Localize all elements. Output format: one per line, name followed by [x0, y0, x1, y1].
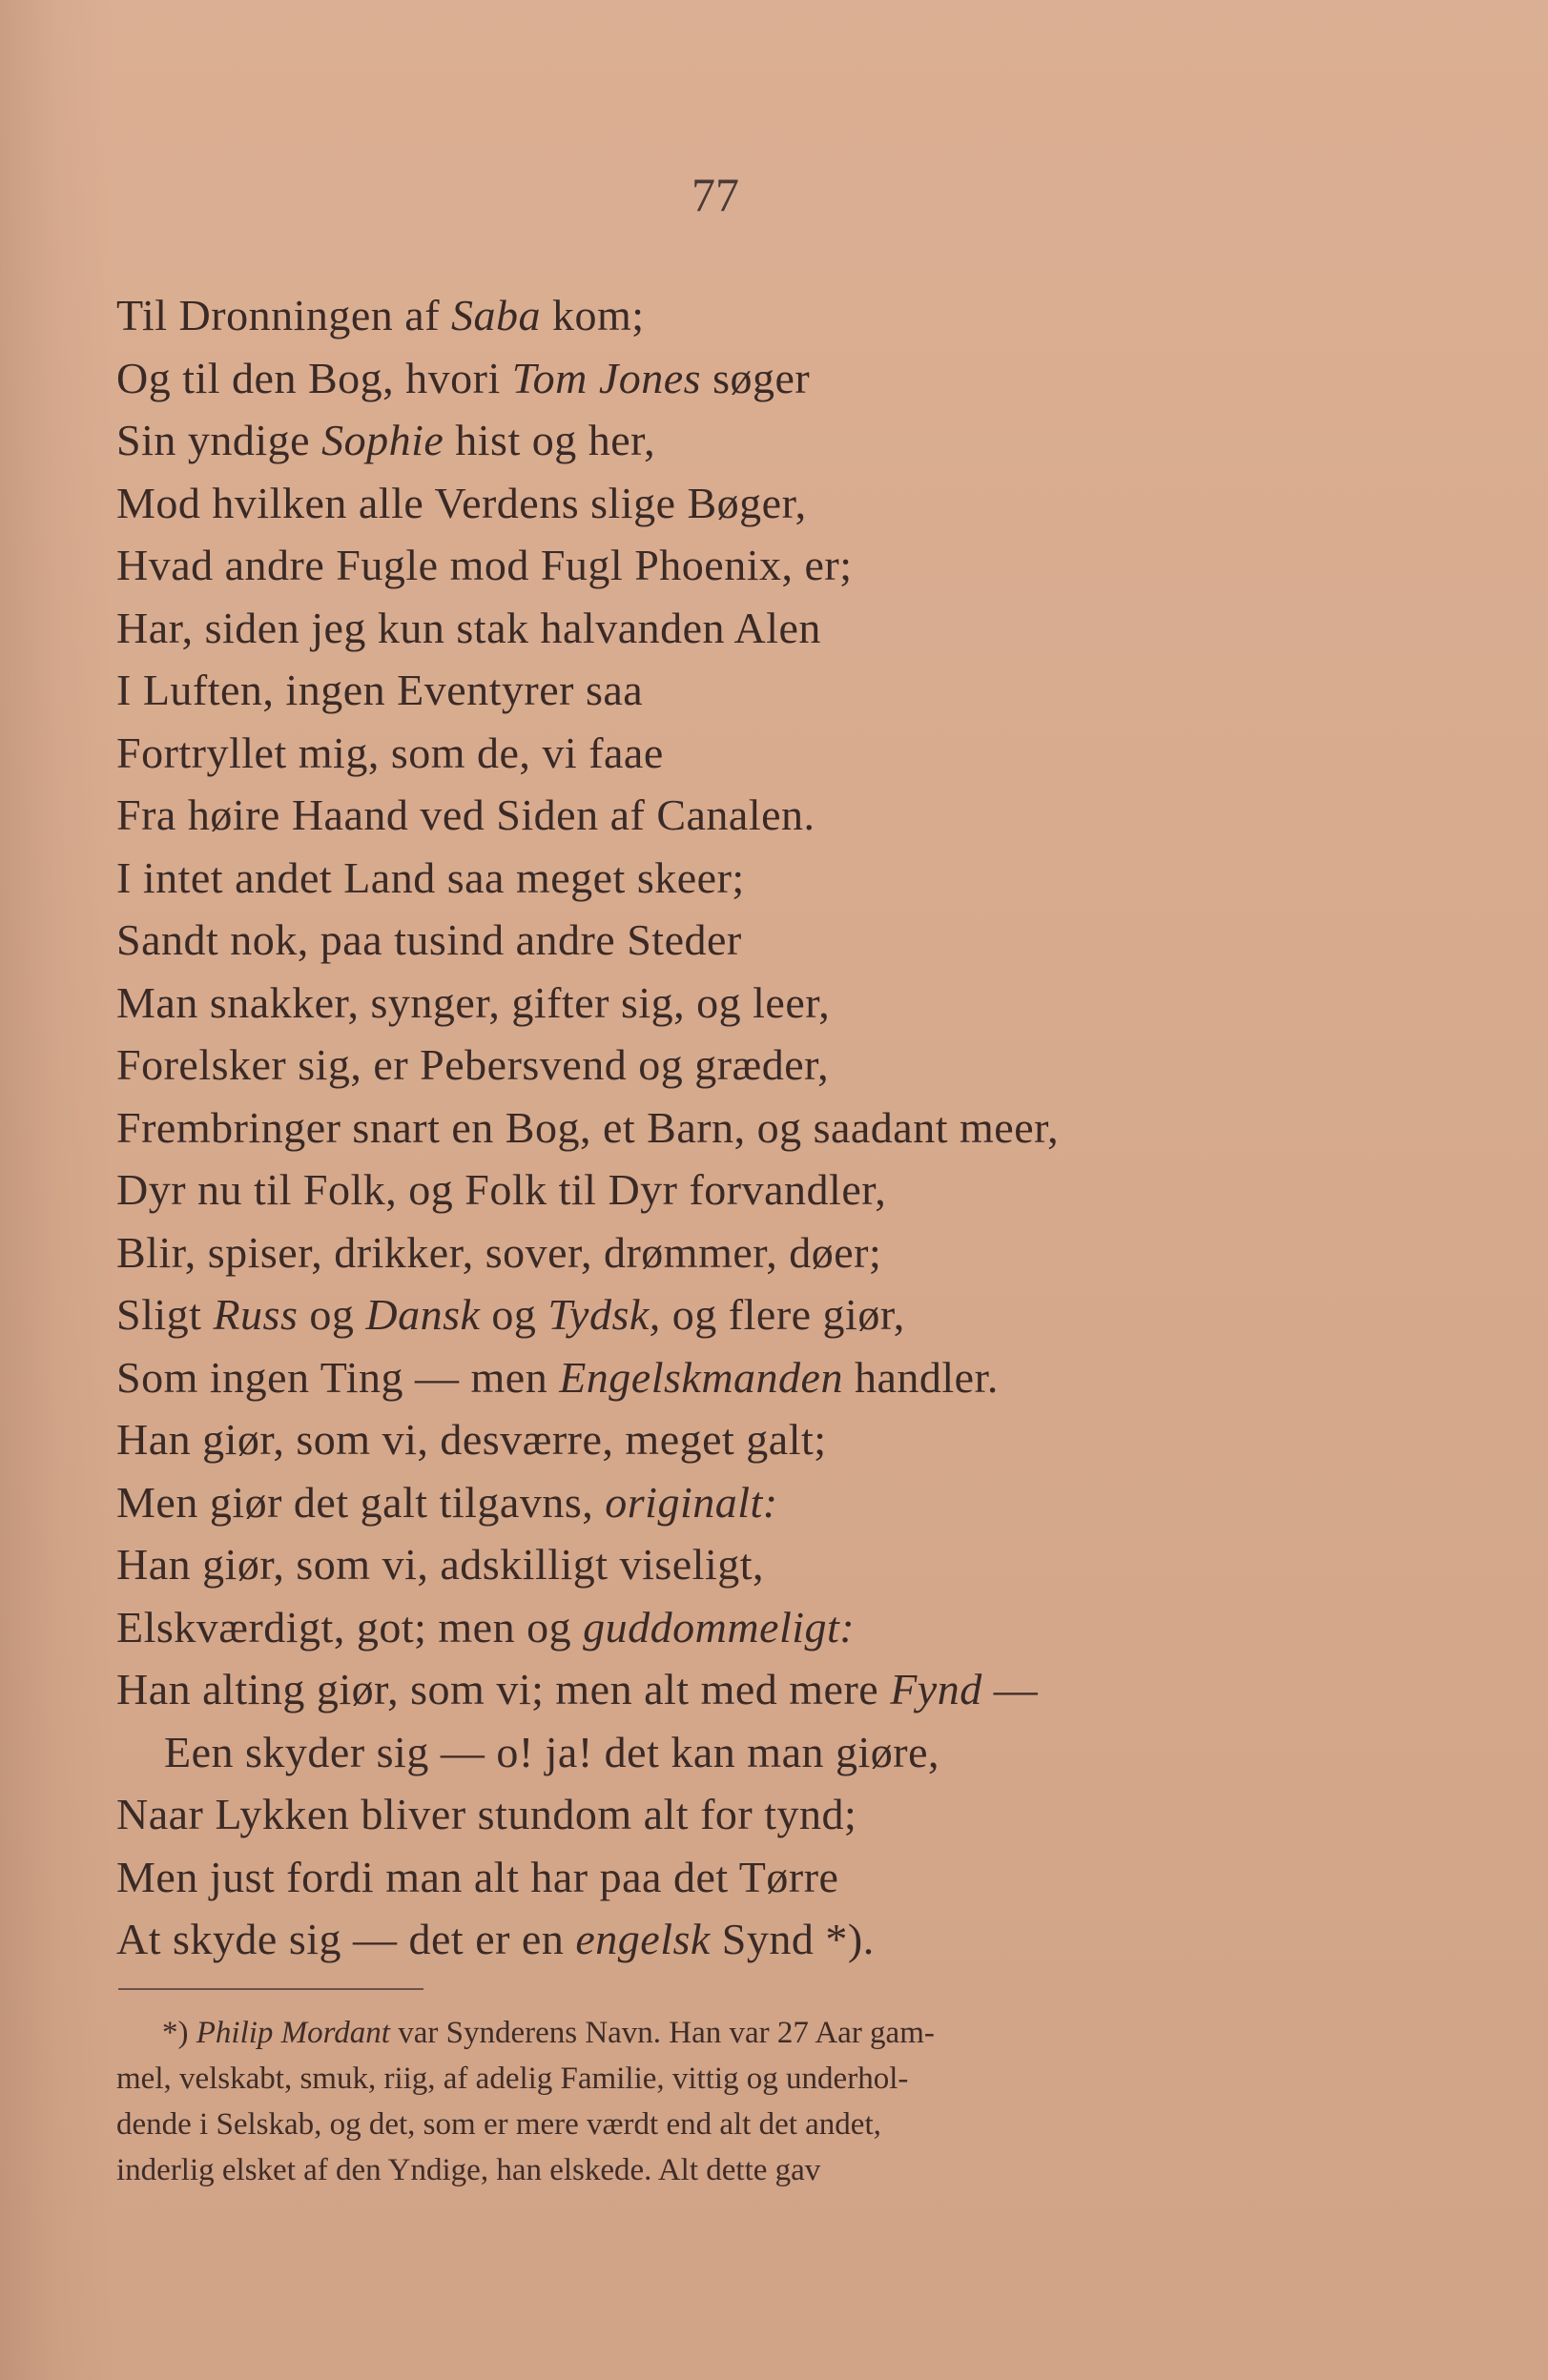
italic-text: Dansk: [365, 1290, 481, 1339]
text-run: Dyr nu til Folk, og Folk til Dyr forvandler,: [116, 1165, 887, 1214]
poem-line: [116, 1159, 1356, 1221]
footnote-line: [116, 2056, 1318, 2102]
text-run: I Luften, ingen Eventyrer saa: [116, 666, 644, 714]
text-run: Han giør, som vi, adskilligt viseligt,: [116, 1540, 765, 1589]
text-run: og flere giør,: [660, 1290, 905, 1339]
text-run: Han alting giør, som vi; men alt med mere: [116, 1665, 891, 1713]
poem-line: [116, 409, 1356, 472]
text-run: Blir, spiser, drikker, sover, drømmer, døer;: [116, 1227, 882, 1277]
poem-line: [116, 1034, 1356, 1097]
footnote-divider: [118, 1988, 423, 1990]
text-run: Frembringer snart en Bog, et Barn, og saadant meer,: [116, 1102, 1060, 1152]
italic-text: Russ: [213, 1290, 299, 1339]
poem-line: [116, 347, 1356, 410]
italic-text: Tom Jones: [511, 353, 702, 402]
text-run: og: [298, 1290, 366, 1339]
italic-text: engelsk: [575, 1915, 711, 1963]
italic-text: Sophie: [321, 416, 444, 464]
text-run: Sin yndige: [116, 416, 322, 464]
poem-line: [116, 472, 1356, 535]
italic-text: Saba: [451, 291, 542, 339]
text-run: Han giør, som vi, desværre, meget galt;: [116, 1415, 827, 1464]
text-run: Men just fordi man alt har paa det Tørre: [116, 1852, 839, 1901]
text-run: Og til den Bog, hvori: [116, 353, 512, 402]
text-run: I intet andet Land saa meget skeer;: [116, 852, 745, 902]
footnote-line: [116, 2147, 1318, 2193]
poem-line: [116, 1721, 1356, 1784]
text-run: Til Dronningen af: [116, 291, 452, 339]
text-run: Har, siden jeg kun stak halvanden Alen: [116, 603, 821, 652]
text-run: Mod hvilken alle Verdens slige Bøger,: [116, 478, 807, 527]
text-run: handler.: [842, 1352, 999, 1402]
footnote: [116, 2010, 1318, 2193]
poem-line: [116, 1908, 1356, 1971]
text-run: Som ingen Ting — men: [116, 1352, 560, 1402]
text-run: Synd *).: [710, 1915, 875, 1963]
poem-text: [116, 284, 1356, 1971]
text-run: dende i Selskab, og det, som er mere værdt end alt det andet,: [116, 2107, 881, 2142]
poem-line: [116, 847, 1356, 910]
poem-line: [116, 1846, 1356, 1909]
text-run: Een skyder sig — o! ja! det kan man giøre,: [164, 1727, 939, 1776]
poem-line: [116, 659, 1356, 722]
text-run: Man snakker, synger, gifter sig, og leer,: [116, 977, 831, 1027]
italic-text: Tydsk,: [547, 1290, 661, 1339]
text-run: var Synderens Navn. Han var 27 Aar gam-: [389, 2016, 935, 2050]
text-run: Fra høire Haand ved Siden af Canalen.: [116, 790, 815, 839]
poem-line: [116, 1097, 1356, 1159]
text-run: inderlig elsket af den Yndige, han elskede. Alt dette gav: [116, 2153, 821, 2187]
text-run: Hvad andre Fugle mod Fugl Phoenix, er;: [116, 541, 853, 589]
text-run: Elskværdigt, got; men og: [116, 1602, 584, 1652]
text-run: —: [981, 1665, 1039, 1713]
italic-text: originalt:: [605, 1477, 778, 1527]
text-run: At skyde sig — det er en: [116, 1915, 576, 1963]
italic-text: guddommeligt:: [583, 1602, 856, 1652]
poem-line: [116, 909, 1356, 972]
poem-line: [116, 1658, 1356, 1721]
poem-line: [116, 1283, 1356, 1346]
poem-line: [116, 1533, 1356, 1596]
page-number: 77: [691, 168, 739, 221]
poem-line: [116, 722, 1356, 785]
poem-line: [116, 1471, 1356, 1534]
text-run: Sligt: [116, 1290, 214, 1339]
poem-line: [116, 1783, 1356, 1846]
footnote-line: [116, 2010, 1318, 2056]
text-run: og: [480, 1290, 548, 1339]
text-run: Men giør det galt tilgavns,: [116, 1477, 606, 1527]
text-run: Forelsker sig, er Pebersvend og græder,: [116, 1040, 830, 1089]
poem-line: [116, 972, 1356, 1035]
poem-line: [116, 1221, 1356, 1284]
poem-line: [116, 784, 1356, 847]
text-run: *): [162, 2016, 196, 2050]
poem-line: [116, 1346, 1356, 1409]
poem-line: [116, 1408, 1356, 1471]
text-run: Naar Lykken bliver stundom alt for tynd;: [116, 1790, 857, 1838]
text-run: hist og her,: [444, 416, 656, 464]
italic-text: Engelskmanden: [559, 1352, 843, 1402]
footnote-line: [116, 2102, 1318, 2147]
italic-text: Philip Mordant: [196, 2016, 390, 2050]
text-run: Fortryllet mig, som de, vi faae: [116, 728, 664, 777]
italic-text: Fynd: [890, 1665, 982, 1713]
poem-line: [116, 597, 1356, 660]
text-run: Sandt nok, paa tusind andre Steder: [116, 915, 742, 964]
text-run: mel, velskabt, smuk, riig, af adelig Familie, vittig og underhol-: [116, 2062, 909, 2096]
text-run: kom;: [541, 291, 645, 339]
text-run: søger: [701, 353, 811, 402]
poem-line: [116, 534, 1356, 597]
poem-line: [116, 284, 1356, 347]
poem-line: [116, 1596, 1356, 1659]
